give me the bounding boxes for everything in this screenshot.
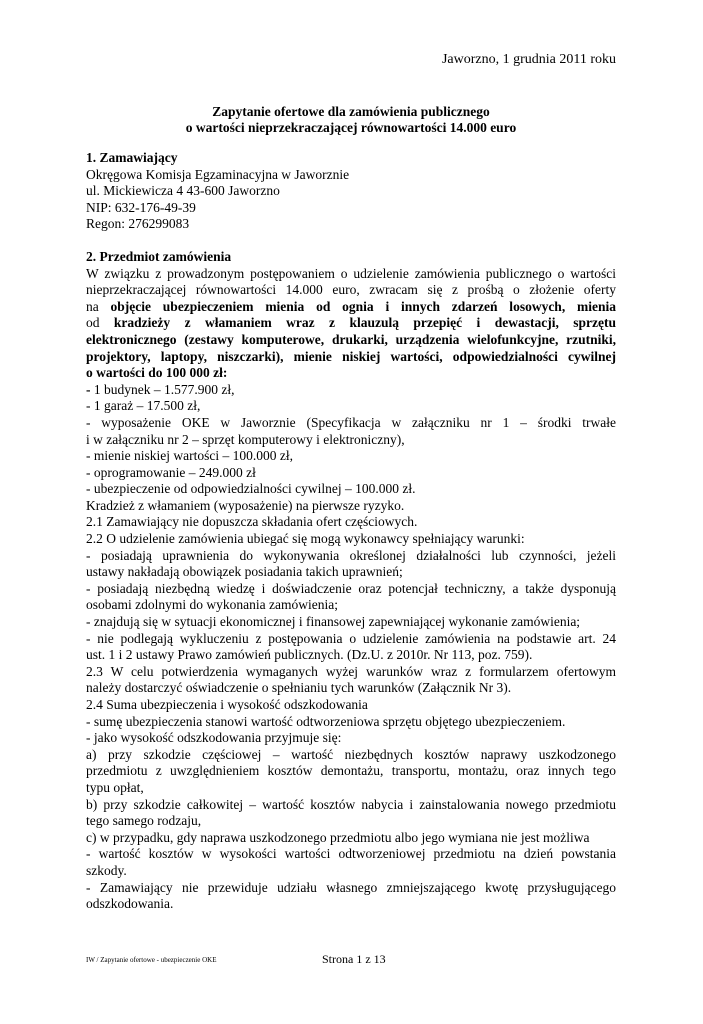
paragraph: - wartość kosztów w wysokości wartości odtworzeniowej przedmiotu na dzień powstania — [86, 846, 616, 862]
paragraph: szkody. — [86, 862, 127, 878]
intro-line: W związku z prowadzonym postępowaniem o udzielenie zamówienia publicznego o wartości — [86, 265, 616, 281]
paragraph: 2.4 Suma ubezpieczenia i wysokość odszkodowania — [86, 697, 368, 712]
contracting-authority-name: Okręgowa Komisja Egzaminacyjna w Jaworznie — [86, 166, 350, 182]
condition-line: ust. 1 i 2 ustawy Prawo zamówień publicznych. (Dz.U. z 2010r. Nr 113, poz. 759). — [86, 647, 533, 663]
list-item: - mienie niskiej wartości – 100.000 zł, — [86, 448, 293, 464]
condition-line: - nie podlegają wykluczeniu z postępowania o udzielenie zamówienia na podstawie art. 24 — [86, 630, 616, 646]
date-line: Jaworzno, 1 grudnia 2011 roku — [441, 52, 616, 67]
list-item: i w załączniku nr 2 – sprzęt komputerowy i elektroniczny), — [86, 431, 405, 447]
paragraph: tego samego rodzaju, — [86, 813, 202, 829]
condition-line: - posiadają niezbędną wiedzę i doświadczenie oraz potencjał techniczny, a także dysponują — [86, 580, 616, 596]
paragraph: należy dostarczyć oświadczenie o spełnianiu tych warunków (Załącznik Nr 3). — [86, 680, 512, 696]
intro-line: projektory, laptopy, niszczarki), mienie niskiej wartości, odpowiedzialności cywilnej — [86, 348, 616, 364]
intro-line: elektronicznego (zestawy komputerowe, drukarki, urządzenia wielofunkcyjne, rzutniki, — [86, 331, 616, 347]
paragraph: Kradzież z włamaniem (wyposażenie) na pierwsze ryzyko. — [86, 497, 405, 513]
title-line-1: Zapytanie ofertowe dla zamówienia publicznego — [212, 104, 490, 119]
paragraph: 2.1 Zamawiający nie dopuszcza składania ofert częściowych. — [86, 514, 418, 530]
intro-line: od kradzieży z włamaniem wraz z klauzulą przepięć i dewastacji, sprzętu — [86, 315, 616, 331]
paragraph: - Zamawiający nie przewiduje udziału własnego zmniejszającego kwotę przysługującego — [86, 879, 616, 895]
paragraph: typu opłat, — [86, 779, 144, 795]
list-item: - oprogramowanie – 249.000 zł — [86, 464, 256, 480]
paragraph: c) w przypadku, gdy naprawa uszkodzonego przedmiotu albo jego wymiana nie jest możliwa — [86, 829, 590, 845]
footer-document-id: IW / Zapytanie ofertowe - ubezpieczenie OKE — [86, 956, 217, 964]
page-number: Strona 1 z 13 — [322, 952, 386, 966]
list-item: - 1 garaż – 17.500 zł, — [86, 398, 201, 414]
list-item: - ubezpieczenie od odpowiedzialności cywilnej – 100.000 zł. — [86, 481, 416, 497]
title-line-2: o wartości nieprzekraczającej równowartości 14.000 euro — [185, 120, 517, 135]
document-title — [86, 104, 616, 136]
section-2-heading: 2. Przedmiot zamówienia — [86, 248, 232, 264]
contracting-authority-address: ul. Mickiewicza 4 43-600 Jaworzno — [86, 183, 280, 199]
paragraph: odszkodowania. — [86, 896, 174, 912]
paragraph: 2.3 W celu potwierdzenia wymaganych wyżej warunków wraz z formularzem ofertowym — [86, 663, 616, 679]
paragraph: 2.2 O udzielenie zamówienia ubiegać się mogą wykonawcy spełniający warunki: — [86, 531, 525, 547]
contracting-authority-regon: Regon: 276299083 — [86, 216, 190, 232]
intro-line: nieprzekraczającej równowartości 14.000 euro, zwracam się z prośbą o złożenie oferty — [86, 282, 616, 298]
paragraph: przedmiotu z uwzględnieniem kosztów demontażu, transportu, montażu, oraz innych tego — [86, 763, 616, 779]
intro-line: o wartości do 100 000 zł: — [86, 365, 228, 381]
list-item: - wyposażenie OKE w Jaworznie (Specyfikacja w załączniku nr 1 – środki trwałe — [86, 414, 616, 430]
paragraph: a) przy szkodzie częściowej – wartość niezbędnych kosztów naprawy uszkodzonego — [86, 746, 616, 762]
section-1-heading: 1. Zamawiający — [86, 150, 178, 165]
condition-line: - posiadają uprawnienia do wykonywania określonej działalności lub czynności, jeżeli — [86, 547, 616, 563]
paragraph: b) przy szkodzie całkowitej – wartość kosztów nabycia i zainstalowania nowego przedmiotu — [86, 796, 616, 812]
condition-line: ustawy nakładają obowiązek posiadania takich uprawnień; — [86, 564, 403, 580]
condition-line: osobami zdolnymi do wykonania zamówienia; — [86, 597, 338, 613]
intro-line: na objęcie ubezpieczeniem mienia od ognia i innych zdarzeń losowych, mienia — [86, 298, 616, 314]
paragraph: - jako wysokość odszkodowania przyjmuje się: — [86, 730, 342, 746]
document-body — [86, 150, 616, 913]
condition-line: - znajdują się w sytuacji ekonomicznej i finansowej zapewniającej wykonanie zamówienia; — [86, 614, 581, 630]
list-item: - 1 budynek – 1.577.900 zł, — [86, 381, 235, 397]
contracting-authority-nip: NIP: 632-176-49-39 — [86, 199, 196, 215]
paragraph: - sumę ubezpieczenia stanowi wartość odtworzeniowa sprzętu objętego ubezpieczeniem. — [86, 713, 566, 729]
